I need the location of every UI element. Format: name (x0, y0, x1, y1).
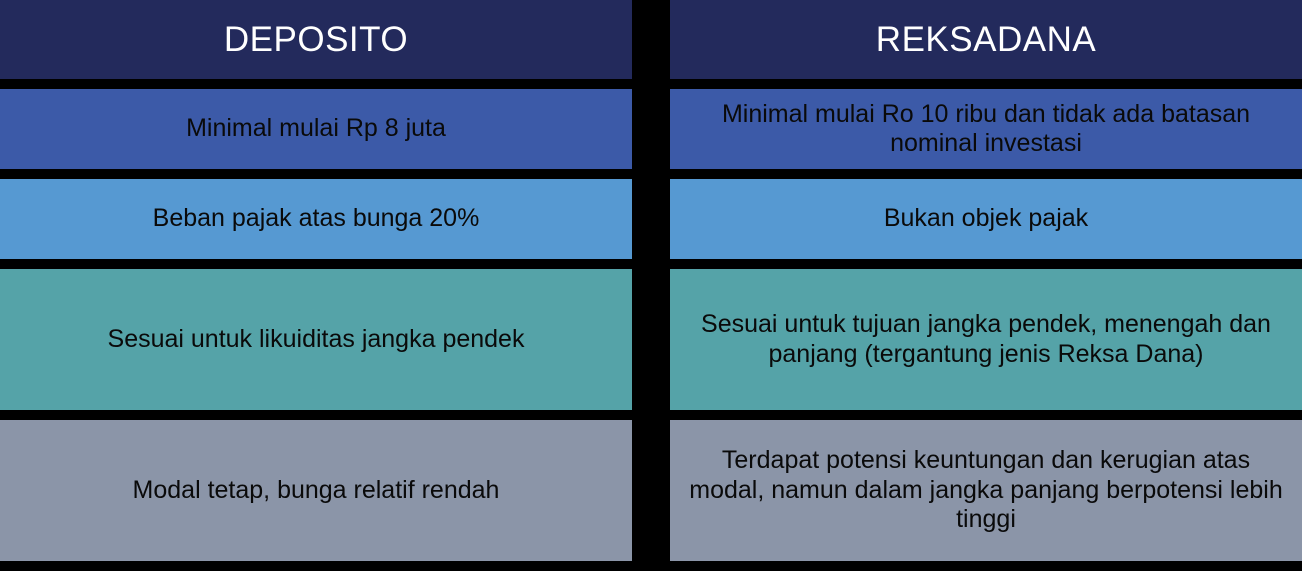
reksadana-row-3 (670, 269, 1302, 410)
deposito-row-2-text: Beban pajak atas bunga 20% (152, 204, 480, 233)
column-header-reksadana (670, 0, 1302, 79)
deposito-row-3 (0, 269, 632, 410)
deposito-row-1 (0, 89, 632, 169)
reksadana-row-4 (670, 420, 1302, 561)
deposito-row-3-text: Sesuai untuk likuiditas jangka pendek (107, 324, 525, 353)
deposito-row-2 (0, 179, 632, 259)
reksadana-row-2 (670, 179, 1302, 259)
deposito-row-4-text: Modal tetap, bunga relatif rendah (132, 475, 500, 504)
reksadana-row-1 (670, 89, 1302, 169)
reksadana-row-1-text: Minimal mulai Ro 10 ribu dan tidak ada batasan nominal investasi (721, 99, 1251, 157)
column-header-deposito (0, 0, 632, 79)
reksadana-row-3-text: Sesuai untuk tujuan jangka pendek, menengah dan panjang (tergantung jenis Reksa Dana) (701, 310, 1271, 368)
reksadana-row-4-text: Terdapat potensi keuntungan dan kerugian atas modal, namun dalam jangka panjang berpotensi lebih tinggi (689, 446, 1283, 534)
reksadana-row-2-text: Bukan objek pajak (883, 204, 1089, 233)
deposito-row-1-text: Minimal mulai Rp 8 juta (186, 114, 446, 143)
column-reksadana (670, 0, 1302, 571)
column-header-reksadana-label: REKSADANA (875, 19, 1097, 59)
deposito-row-4 (0, 420, 632, 561)
column-deposito (0, 0, 632, 571)
column-header-deposito-label: DEPOSITO (223, 19, 409, 59)
